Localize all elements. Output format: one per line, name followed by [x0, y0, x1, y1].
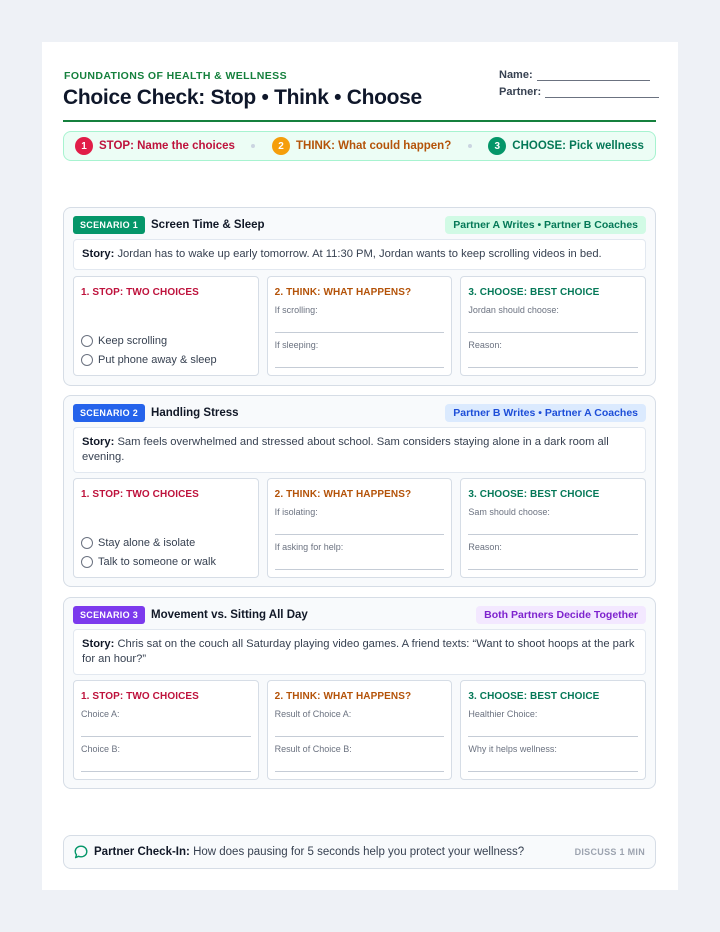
write-line[interactable] [468, 332, 638, 333]
option-radio[interactable] [81, 556, 216, 568]
write-line[interactable] [275, 332, 445, 333]
radio-circle[interactable] [81, 556, 93, 568]
scenario-header [73, 606, 308, 624]
field-label: Result of Choice B: [274, 744, 352, 754]
option-label: Stay alone & isolate [98, 537, 196, 549]
option-radio[interactable] [81, 354, 217, 366]
stop-column [73, 276, 259, 376]
header-divider [63, 120, 656, 122]
checkin-label: Partner Check-In: [94, 846, 190, 858]
step-label: CHOOSE: Pick wellness [512, 140, 644, 152]
write-line[interactable] [275, 534, 445, 535]
stop-heading: 1. STOP: TWO CHOICES [81, 489, 199, 500]
role-tag: Both Partners Decide Together [476, 606, 646, 624]
name-label: Name: [499, 69, 533, 81]
field-label: Reason: [468, 542, 502, 552]
story-text: Jordan has to wake up early tomorrow. At 11:30 PM, Jordan wants to keep scrolling videos in bed. [117, 248, 602, 260]
step-number: 1 [75, 137, 93, 155]
story-label: Story: [82, 248, 115, 260]
name-line [537, 72, 650, 81]
role-tag: Partner B Writes • Partner A Coaches [445, 404, 646, 422]
scenario-card-3 [63, 597, 656, 789]
radio-circle[interactable] [81, 335, 93, 347]
chat-bubble-icon [74, 845, 88, 859]
scenario-title: Screen Time & Sleep [151, 219, 265, 231]
story-label: Story: [82, 638, 115, 650]
write-line[interactable] [468, 771, 638, 772]
think-heading: 2. THINK: WHAT HAPPENS? [274, 691, 412, 702]
field-label: Jordan should choose: [468, 305, 559, 315]
story-box [73, 239, 646, 270]
story-box [73, 629, 646, 675]
write-line[interactable] [275, 367, 445, 368]
think-heading: 2. THINK: WHAT HAPPENS? [274, 287, 412, 298]
story-label: Story: [82, 436, 115, 448]
field-label: If isolating: [274, 507, 318, 517]
write-line[interactable] [468, 736, 638, 737]
field-label: If asking for help: [274, 542, 344, 552]
write-line[interactable] [468, 367, 638, 368]
discuss-time: DISCUSS 1 MIN [574, 847, 645, 857]
write-line[interactable] [81, 771, 251, 772]
partner-field[interactable] [499, 81, 659, 98]
radio-circle[interactable] [81, 354, 93, 366]
worksheet-page [42, 42, 678, 890]
stop-heading: 1. STOP: TWO CHOICES [81, 287, 199, 298]
field-label: Choice B: [81, 744, 121, 754]
field-label: Result of Choice A: [274, 709, 352, 719]
option-label: Put phone away & sleep [98, 354, 217, 366]
choose-column [460, 276, 646, 376]
choose-column [460, 680, 646, 780]
step-choose [488, 137, 644, 155]
option-label: Keep scrolling [98, 335, 168, 347]
page-title: Choice Check: Stop • Think • Choose [63, 86, 422, 109]
option-radio[interactable] [81, 335, 167, 347]
option-radio[interactable] [81, 537, 195, 549]
think-heading: 2. THINK: WHAT HAPPENS? [274, 489, 412, 500]
write-line[interactable] [275, 771, 445, 772]
name-partner-fields [499, 64, 659, 98]
stop-column [73, 478, 259, 578]
field-label: Reason: [468, 340, 502, 350]
partner-line [545, 89, 659, 98]
columns [73, 680, 646, 780]
think-column [267, 276, 453, 376]
story-box [73, 427, 646, 473]
scenario-title: Handling Stress [151, 407, 239, 419]
choose-heading: 3. CHOOSE: BEST CHOICE [468, 489, 600, 500]
write-line[interactable] [275, 736, 445, 737]
write-line[interactable] [468, 534, 638, 535]
scenario-title: Movement vs. Sitting All Day [151, 609, 308, 621]
checkin-text [94, 846, 524, 858]
steps-bar [63, 131, 656, 161]
scenario-badge: SCENARIO 3 [73, 606, 145, 624]
scenario-badge: SCENARIO 2 [73, 404, 145, 422]
step-think [272, 137, 451, 155]
step-separator [468, 144, 472, 148]
write-line[interactable] [275, 569, 445, 570]
partner-checkin [63, 835, 656, 869]
choose-column [460, 478, 646, 578]
write-line[interactable] [81, 736, 251, 737]
story-text: Chris sat on the couch all Saturday playing video games. A friend texts: “Want to shoot hoops at the park for an hour?” [82, 638, 635, 665]
columns [73, 478, 646, 578]
field-label: Healthier Choice: [468, 709, 538, 719]
role-tag: Partner A Writes • Partner B Coaches [445, 216, 646, 234]
course-kicker: FOUNDATIONS OF HEALTH & WELLNESS [64, 70, 287, 82]
write-line[interactable] [468, 569, 638, 570]
scenario-header [73, 216, 265, 234]
scenario-badge: SCENARIO 1 [73, 216, 145, 234]
stop-heading: 1. STOP: TWO CHOICES [81, 691, 199, 702]
scenario-card-1 [63, 207, 656, 386]
partner-label: Partner: [499, 86, 542, 98]
think-column [267, 478, 453, 578]
field-label: If sleeping: [274, 340, 319, 350]
name-field[interactable] [499, 64, 659, 81]
think-column [267, 680, 453, 780]
step-label: THINK: What could happen? [295, 140, 452, 152]
step-separator [251, 144, 255, 148]
story-text: Sam feels overwhelmed and stressed about school. Sam considers staying alone in a dark room all evening. [82, 436, 609, 463]
step-number: 2 [272, 137, 290, 155]
step-label: STOP: Name the choices [99, 140, 235, 152]
checkin-question: How does pausing for 5 seconds help you protect your wellness? [193, 846, 525, 858]
step-stop [75, 137, 235, 155]
choose-heading: 3. CHOOSE: BEST CHOICE [468, 691, 600, 702]
stop-column [73, 680, 259, 780]
scenario-header [73, 404, 239, 422]
option-label: Talk to someone or walk [98, 556, 216, 568]
step-number: 3 [488, 137, 506, 155]
field-label: Choice A: [81, 709, 120, 719]
scenario-card-2 [63, 395, 656, 587]
field-label: If scrolling: [274, 305, 318, 315]
radio-circle[interactable] [81, 537, 93, 549]
columns [73, 276, 646, 376]
field-label: Sam should choose: [468, 507, 550, 517]
choose-heading: 3. CHOOSE: BEST CHOICE [468, 287, 600, 298]
field-label: Why it helps wellness: [468, 744, 557, 754]
